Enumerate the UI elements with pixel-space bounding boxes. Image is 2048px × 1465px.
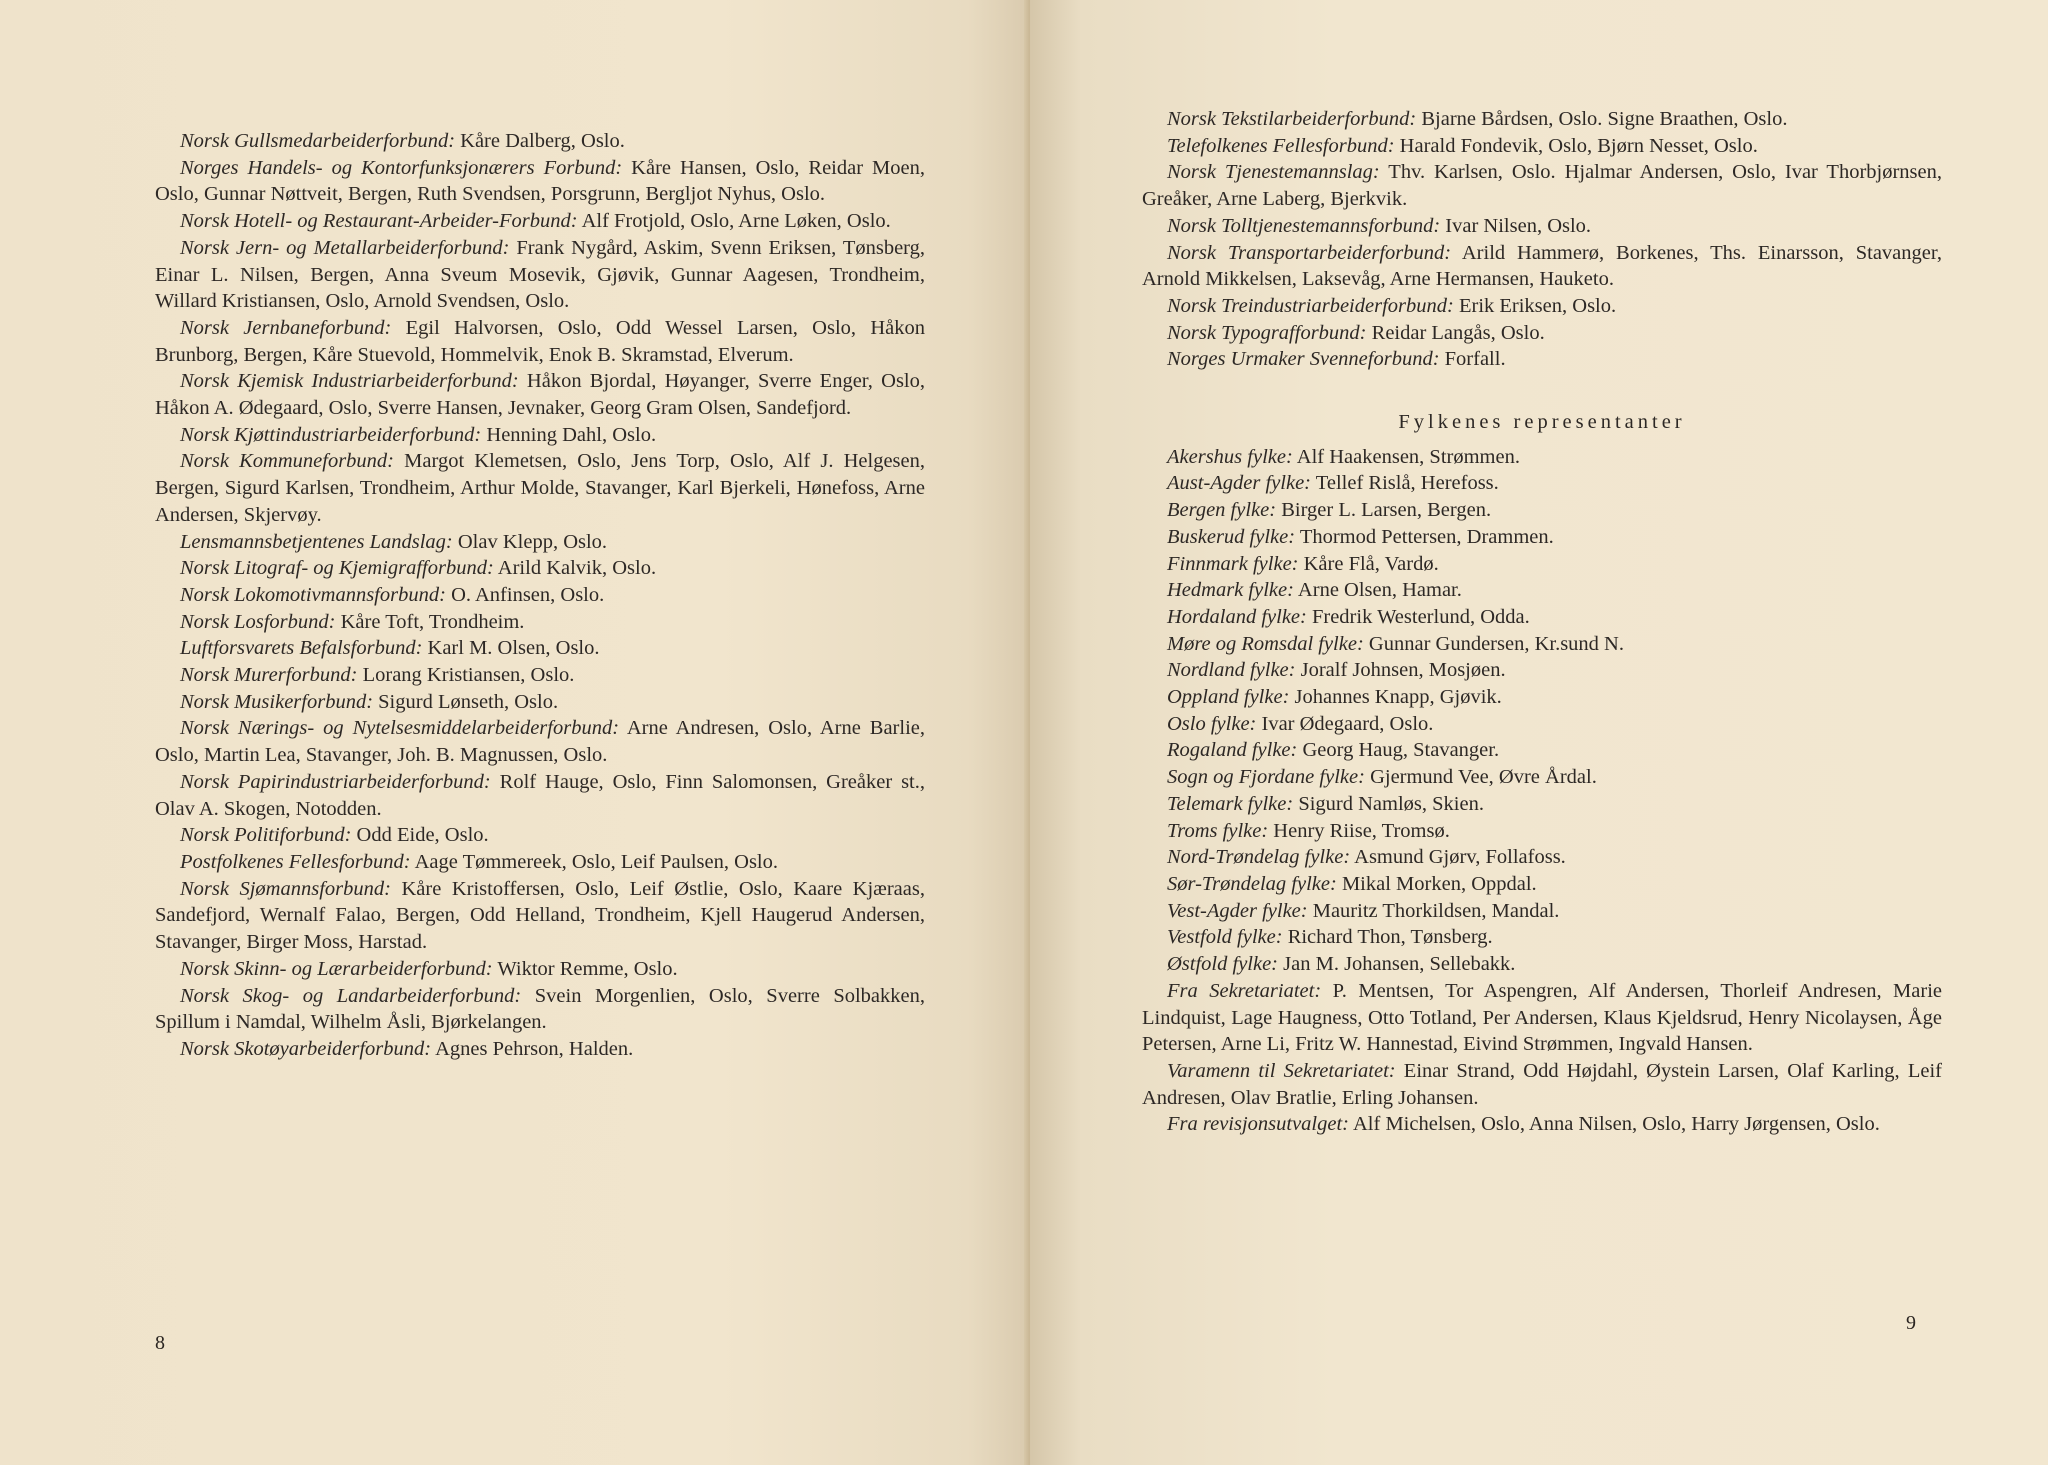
representatives: P. Mentsen, Tor Aspengren, Alf Andersen, Thorleif Andresen, Marie Lindquist, Lage Haugness, Otto Totland, Per Andersen, Klaus Kjeldsrud, Henry Nicolaysen, Åge Petersen, Arne Li, Fritz W. Hannestad, Eivind Strømmen, Ingvald Hansen. (1142, 979, 1942, 1056)
representatives: Ivar Ødegaard, Oslo. (1256, 712, 1434, 735)
organization-name: Nordland fylke: (1167, 659, 1296, 682)
entry (1142, 320, 1942, 347)
organization-name: Buskerud fylke: (1167, 525, 1296, 548)
representatives: Jan M. Johansen, Sellebakk. (1278, 953, 1516, 976)
representatives: Erik Eriksen, Oslo. (1453, 294, 1617, 317)
organization-name: Norsk Kjemisk Industriarbeiderforbund: (180, 370, 519, 393)
organization-name: Fra Sekretariatet: (1167, 979, 1322, 1002)
organization-name: Vest-Agder fylke: (1167, 899, 1308, 922)
representatives: Arild Hammerø, Borkenes, Ths. Einarsson, Stavanger, Arnold Mikkelsen, Laksevåg, Arne Hermansen, Hauketo. (1142, 241, 1942, 291)
representatives: Kåre Dalberg, Oslo. (455, 130, 625, 152)
entry (1142, 444, 1942, 471)
entry (1142, 1058, 1942, 1111)
representatives: Asmund Gjørv, Follafoss. (1350, 846, 1566, 869)
entry (1142, 871, 1942, 898)
organization-name: Luftforsvarets Befalsforbund: (180, 637, 423, 660)
organization-name: Akershus fylke: (1167, 445, 1293, 468)
representatives: Henry Riise, Tromsø. (1268, 819, 1450, 842)
entry (1142, 1111, 1942, 1138)
organization-name: Oppland fylke: (1167, 686, 1290, 709)
entry (155, 822, 925, 849)
entry (1142, 657, 1942, 684)
entry (1142, 791, 1942, 818)
entry (1142, 631, 1942, 658)
representatives: Arild Kalvik, Oslo. (493, 557, 657, 580)
representatives: Kåre Flå, Vardø. (1298, 552, 1439, 575)
entry (1142, 293, 1942, 320)
entry (155, 1036, 925, 1063)
organization-name: Varamenn til Sekretariatet: (1167, 1059, 1396, 1082)
entry (155, 315, 925, 368)
entry (1142, 106, 1942, 133)
representatives: Georg Haug, Stavanger. (1297, 739, 1500, 762)
organization-name: Norsk Sjømannsforbund: (180, 877, 391, 900)
representatives: Olav Klepp, Oslo. (452, 530, 608, 553)
representatives: Agnes Pehrson, Halden. (431, 1037, 634, 1060)
entry (1142, 924, 1942, 951)
entry (155, 769, 925, 822)
organization-name: Norsk Gullsmedarbeiderforbund: (180, 130, 456, 152)
entry (155, 876, 925, 956)
representatives: Håkon Bjordal, Høyanger, Sverre Enger, Oslo, Håkon A. Ødegaard, Oslo, Sverre Hansen, Jevnaker, Georg Gram Olsen, Sandefjord. (155, 370, 925, 420)
right-page-text (1142, 106, 1942, 1138)
representatives: Aage Tømmereek, Oslo, Leif Paulsen, Oslo. (410, 850, 778, 873)
entry (1142, 524, 1942, 551)
organization-name: Norges Urmaker Svenneforbund: (1167, 348, 1440, 371)
entry (1142, 551, 1942, 578)
entry (1142, 684, 1942, 711)
representatives: Richard Thon, Tønsberg. (1282, 926, 1493, 949)
organization-name: Sogn og Fjordane fylke: (1167, 766, 1365, 789)
representatives: Henning Dahl, Oslo. (481, 423, 657, 446)
organization-name: Norsk Lokomotivmannsforbund: (180, 583, 446, 606)
organization-name: Norsk Skinn- og Lærarbeiderforbund: (180, 957, 493, 980)
left-page-text (155, 128, 925, 1063)
representatives: Wiktor Remme, Oslo. (492, 957, 678, 980)
entry (155, 983, 925, 1036)
entry (1142, 346, 1942, 373)
organization-name: Nord-Trøndelag fylke: (1167, 846, 1351, 869)
organization-name: Norsk Nærings- og Nytelsesmiddelarbeiderforbund: (180, 717, 620, 740)
entry (155, 128, 925, 155)
representatives: Birger L. Larsen, Bergen. (1276, 499, 1492, 522)
organization-name: Østfold fylke: (1167, 953, 1279, 976)
representatives: Sigurd Namløs, Skien. (1293, 792, 1484, 815)
entry (1142, 497, 1942, 524)
organization-name: Norsk Politiforbund: (180, 824, 352, 847)
organization-name: Troms fylke: (1167, 819, 1269, 842)
representatives: Mauritz Thorkildsen, Mandal. (1307, 899, 1560, 922)
representatives: Gjermund Vee, Øvre Årdal. (1364, 766, 1597, 789)
representatives: Reidar Langås, Oslo. (1366, 321, 1545, 344)
page-number-right: 9 (1906, 1312, 1916, 1334)
organization-name: Norsk Transportarbeiderforbund: (1167, 241, 1452, 264)
representatives: Kåre Toft, Trondheim. (335, 610, 525, 633)
organization-name: Møre og Romsdal fylke: (1167, 632, 1364, 655)
organization-name: Bergen fylke: (1167, 499, 1277, 522)
entry (1142, 213, 1942, 240)
representatives: Alf Michelsen, Oslo, Anna Nilsen, Oslo, Harry Jørgensen, Oslo. (1349, 1113, 1880, 1136)
organization-name: Norsk Murerforbund: (180, 664, 358, 687)
entry (155, 582, 925, 609)
organization-name: Norsk Skotøyarbeiderforbund: (180, 1037, 432, 1060)
county-entries (1142, 444, 1942, 1138)
organization-name: Norsk Tolltjenestemannsforbund: (1167, 214, 1441, 237)
representatives: Arne Olsen, Hamar. (1293, 579, 1462, 602)
organization-name: Norsk Hotell- og Restaurant-Arbeider-Forbund: (180, 210, 578, 233)
right-page (1030, 0, 2048, 1465)
representatives: O. Anfinsen, Oslo. (445, 583, 605, 606)
organization-name: Norsk Jernbaneforbund: (180, 316, 392, 339)
organization-name: Rogaland fylke: (1167, 739, 1298, 762)
organization-name: Norsk Kommuneforbund: (180, 450, 395, 473)
representatives: Egil Halvorsen, Oslo, Odd Wessel Larsen, Oslo, Håkon Brunborg, Bergen, Kåre Stuevold, Hommelvik, Enok B. Skramstad, Elverum. (155, 316, 925, 366)
representatives: Forfall. (1439, 348, 1506, 371)
organization-name: Norsk Skog- og Landarbeiderforbund: (180, 984, 522, 1007)
representatives: Karl M. Olsen, Oslo. (422, 637, 600, 660)
organization-name: Sør-Trøndelag fylke: (1167, 872, 1337, 895)
entry (1142, 951, 1942, 978)
organization-name: Lensmannsbetjentenes Landslag: (180, 530, 453, 553)
representatives: Kåre Kristoffersen, Oslo, Leif Østlie, Oslo, Kaare Kjæraas, Sandefjord, Wernalf Falao, Bergen, Odd Helland, Trondheim, Kjell Haugerud Andersen, Stavanger, Birger Moss, Harstad. (155, 877, 925, 954)
representatives: Rolf Hauge, Oslo, Finn Salomonsen, Greåker st., Olav A. Skogen, Notodden. (155, 770, 925, 820)
organization-name: Norsk Jern- og Metallarbeiderforbund: (180, 236, 510, 259)
entry (155, 956, 925, 983)
entry (1142, 844, 1942, 871)
entry (155, 422, 925, 449)
representatives: Lorang Kristiansen, Oslo. (357, 664, 575, 687)
entry (155, 662, 925, 689)
representatives: Alf Frotjold, Oslo, Arne Løken, Oslo. (577, 210, 891, 233)
representatives: Arne Andresen, Oslo, Arne Barlie, Oslo, Martin Lea, Stavanger, Joh. B. Magnussen, Oslo. (155, 717, 925, 767)
representatives: Mikal Morken, Oppdal. (1336, 872, 1537, 895)
representatives: Thormod Pettersen, Drammen. (1295, 525, 1554, 548)
representatives: Margot Klemetsen, Oslo, Jens Torp, Oslo, Alf J. Helgesen, Bergen, Sigurd Karlsen, Trondheim, Arthur Molde, Stavanger, Karl Bjerkeli, Hønefoss, Arne Andersen, Skjervøy. (155, 450, 926, 526)
organization-name: Norges Handels- og Kontorfunksjonærers Forbund: (180, 156, 623, 179)
entry (1142, 133, 1942, 160)
entry (1142, 978, 1942, 1058)
entry (155, 208, 925, 235)
entry (1142, 711, 1942, 738)
entry (1142, 737, 1942, 764)
entry (155, 715, 925, 768)
representatives: Kåre Hansen, Oslo, Reidar Moen, Oslo, Gunnar Nøttveit, Bergen, Ruth Svendsen, Porsgrunn, Bergljot Nyhus, Oslo. (155, 156, 925, 206)
organization-name: Oslo fylke: (1167, 712, 1257, 735)
entry (155, 635, 925, 662)
representatives: Odd Eide, Oslo. (351, 824, 489, 847)
organization-name: Norsk Treindustriarbeiderforbund: (1167, 294, 1454, 317)
representatives: Svein Morgenlien, Oslo, Sverre Solbakken, Spillum i Namdal, Wilhelm Åsli, Bjørkelangen. (155, 984, 926, 1034)
organization-name: Norsk Litograf- og Kjemigrafforbund: (180, 557, 494, 580)
organization-name: Finnmark fylke: (1167, 552, 1299, 575)
organization-name: Norsk Kjøttindustriarbeiderforbund: (180, 423, 482, 446)
entry (155, 235, 925, 315)
entry (155, 368, 925, 421)
organization-name: Telefolkenes Fellesforbund: (1167, 134, 1395, 157)
representatives: Joralf Johnsen, Mosjøen. (1295, 659, 1506, 682)
entry (1142, 470, 1942, 497)
organization-name: Norsk Tjenestemannslag: (1167, 161, 1380, 184)
organization-name: Norsk Typografforbund: (1167, 321, 1367, 344)
entry (155, 529, 925, 556)
representatives: Alf Haakensen, Strømmen. (1292, 445, 1520, 468)
representatives: Johannes Knapp, Gjøvik. (1289, 686, 1502, 709)
representatives: Harald Fondevik, Oslo, Bjørn Nesset, Oslo. (1394, 134, 1758, 157)
entry (1142, 818, 1942, 845)
representatives: Einar Strand, Odd Højdahl, Øystein Larsen, Olaf Karling, Leif Andresen, Olav Bratlie, Erling Johansen. (1142, 1059, 1942, 1109)
organization-name: Hordaland fylke: (1167, 605, 1307, 628)
organization-name: Norsk Tekstilarbeiderforbund: (1167, 108, 1417, 130)
representatives: Sigurd Lønseth, Oslo. (373, 690, 559, 713)
entry (155, 849, 925, 876)
representatives: Ivar Nilsen, Oslo. (1440, 214, 1592, 237)
entry (1142, 604, 1942, 631)
representatives: Gunnar Gundersen, Kr.sund N. (1363, 632, 1624, 655)
section-heading: Fylkenes representanter (1398, 411, 1686, 434)
organization-name: Aust-Agder fylke: (1167, 472, 1312, 495)
organization-name: Postfolkenes Fellesforbund: (180, 850, 411, 873)
representatives: Tellef Rislå, Herefoss. (1311, 472, 1499, 495)
organization-name: Norsk Papirindustriarbeiderforbund: (180, 770, 491, 793)
organization-name: Hedmark fylke: (1167, 579, 1294, 602)
representatives: Thv. Karlsen, Oslo. Hjalmar Andersen, Oslo, Ivar Thorbjørnsen, Greåker, Arne Laberg, Bjerkvik. (1142, 161, 1942, 211)
entry (1142, 240, 1942, 293)
entry (155, 448, 925, 528)
organization-name: Vestfold fylke: (1167, 926, 1283, 949)
organization-name: Fra revisjonsutvalget: (1167, 1113, 1349, 1136)
entry (155, 609, 925, 636)
entry (155, 155, 925, 208)
entry (1142, 159, 1942, 212)
page-number-left: 8 (155, 1332, 165, 1354)
organization-name: Norsk Losforbund: (180, 610, 336, 633)
representatives: Bjarne Bårdsen, Oslo. Signe Braathen, Oslo. (1416, 108, 1788, 130)
organization-name: Norsk Musikerforbund: (180, 690, 374, 713)
entry (1142, 764, 1942, 791)
entry (155, 555, 925, 582)
entry (1142, 577, 1942, 604)
entry (155, 689, 925, 716)
entry (1142, 898, 1942, 925)
representatives: Frank Nygård, Askim, Svenn Eriksen, Tønsberg, Einar L. Nilsen, Bergen, Anna Sveum Mosevik, Gjøvik, Gunnar Aagesen, Trondheim, Willard Kristiansen, Oslo, Arnold Svendsen, Oslo. (155, 236, 926, 313)
union-entries (1142, 106, 1942, 373)
representatives: Fredrik Westerlund, Odda. (1306, 605, 1530, 628)
organization-name: Telemark fylke: (1167, 792, 1294, 815)
